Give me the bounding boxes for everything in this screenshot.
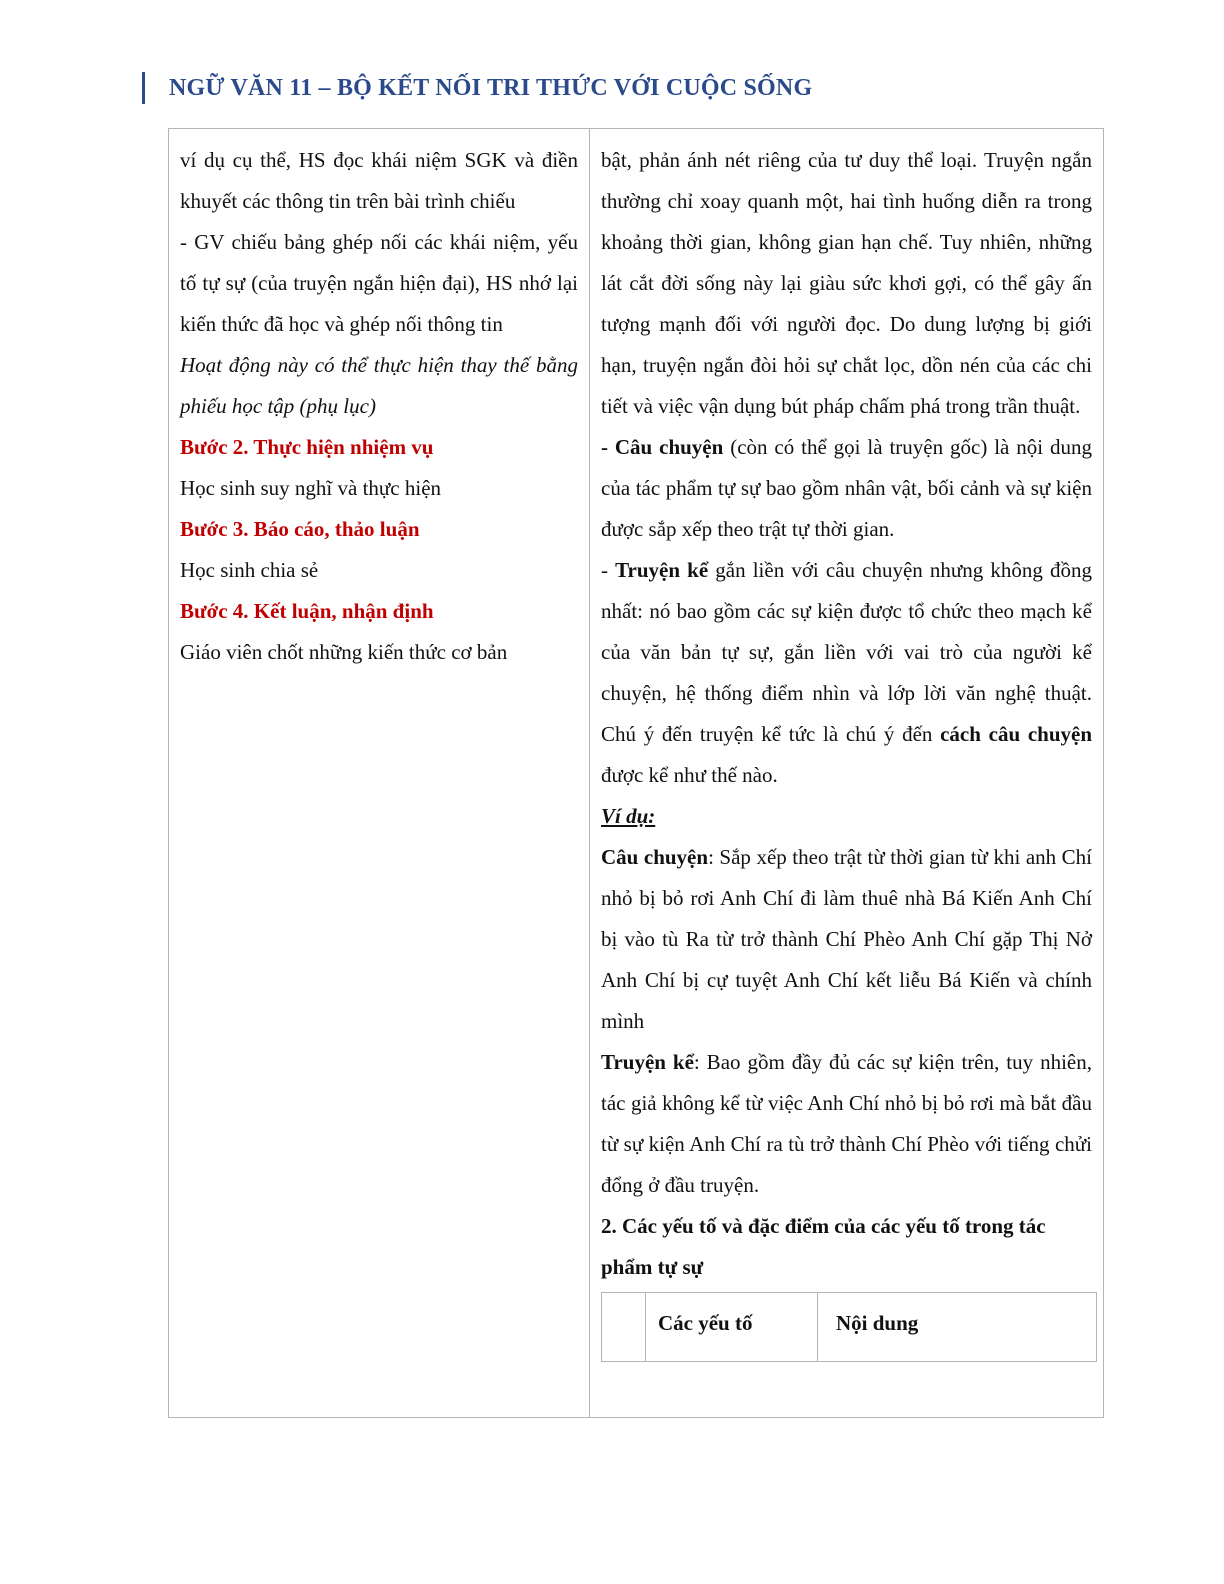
cau-chuyen-paragraph: [601, 427, 1092, 550]
table-header-elements: Các yếu tố: [646, 1293, 818, 1361]
page-title: NGỮ VĂN 11 – BỘ KẾT NỐI TRI THỨC VỚI CUỘC SỐNG: [169, 74, 813, 101]
example-truyen-ke: [601, 1042, 1092, 1206]
step3-text: Học sinh chia sẻ: [180, 558, 319, 582]
example-label: Ví dụ:: [601, 804, 656, 828]
cau-chuyen-text: (còn có thể gọi là truyện gốc) là nội dung của tác phẩm tự sự bao gồm nhân vật, bối cảnh và sự kiện được sắp xếp theo trật tự thời gian.: [601, 435, 1092, 541]
example-cau-chuyen: [601, 837, 1092, 1042]
step2-text: Học sinh suy nghĩ và thực hiện: [180, 476, 442, 500]
section2-title: 2. Các yếu tố và đặc điểm của các yếu tố trong tác phẩm tự sự: [601, 1214, 1046, 1279]
step4-text: Giáo viên chốt những kiến thức cơ bản: [180, 640, 508, 664]
content-column: [590, 129, 1103, 1417]
example-cau-chuyen-term: Câu chuyện: [601, 845, 709, 869]
step3-title: Bước 3. Báo cáo, thảo luận: [180, 517, 420, 541]
cach-cau-chuyen-term: cách câu chuyện: [940, 722, 1093, 746]
table-header-content: Nội dung: [836, 1311, 919, 1335]
lesson-table: [168, 128, 1104, 1418]
cach-cau-chuyen-text: được kể như thế nào.: [601, 763, 778, 787]
step4-title: Bước 4. Kết luận, nhận định: [180, 599, 434, 623]
truyen-ke-paragraph: [601, 550, 1092, 796]
cau-chuyen-term: - Câu chuyện: [601, 435, 724, 459]
example-truyen-ke-term: Truyện kể: [601, 1050, 694, 1074]
teacher-activity-column: [169, 129, 590, 1417]
truyen-ke-term: Truyện kể: [615, 558, 709, 582]
truyen-ke-prefix: -: [601, 558, 616, 582]
intro-text: ví dụ cụ thể, HS đọc khái niệm SGK và điền khuyết các thông tin trên bài trình chiếu: [180, 148, 578, 213]
example-label-line: [601, 796, 1092, 837]
header-accent-bar: [142, 72, 145, 104]
truyen-ke-text: gắn liền với câu chuyện nhưng không đồng nhất: nó bao gồm các sự kiện được tổ chức theo mạch kể của văn bản tự sự, gắn liền với vai trò của người kể chuyện, hệ thống điểm nhìn và lớp lời văn nghệ thuật. Chú ý đến truyện kể tức là chú ý đến: [601, 558, 1092, 746]
example-truyen-ke-text: : Bao gồm đầy đủ các sự kiện trên, tuy nhiên, tác giả không kể từ việc Anh Chí nhỏ bị bỏ rơi mà bắt đầu từ sự kiện Anh Chí ra tù trở thành Chí Phèo với tiếng chửi đổng ở đầu truyện.: [601, 1050, 1092, 1197]
short-story-paragraph: bật, phản ánh nét riêng của tư duy thể loại. Truyện ngắn thường chỉ xoay quanh một, hai tình huống diễn ra trong khoảng thời gian, không gian hạn chế. Tuy nhiên, những lát cắt đời sống này lại giàu sức khơi gợi, có thể gây ấn tượng mạnh đối với người đọc. Do dung lượng bị giới hạn, truyện ngắn đòi hỏi sự chắt lọc, dồn nén của các chi tiết và việc vận dụng bút pháp chấm phá trong trần thuật.: [601, 148, 1092, 418]
gv-task-text: - GV chiếu bảng ghép nối các khái niệm, yếu tố tự sự (của truyện ngắn hiện đại), HS nhớ lại kiến thức đã học và ghép nối thông tin: [180, 230, 578, 336]
step2-title: Bước 2. Thực hiện nhiệm vụ: [180, 435, 434, 459]
elements-table: [601, 1292, 1097, 1362]
example-cau-chuyen-text: : Sắp xếp theo trật từ thời gian từ khi anh Chí nhỏ bị bỏ rơi Anh Chí đi làm thuê nhà Bá Kiến Anh Chí bị vào tù Ra từ trở thành Chí Phèo Anh Chí gặp Thị Nở Anh Chí bị cự tuyệt Anh Chí kết liễu Bá Kiến và chính mình: [601, 845, 1093, 1033]
table-header-index: [602, 1293, 646, 1361]
page-header: [142, 70, 812, 106]
activity-note: Hoạt động này có thể thực hiện thay thế bằng phiếu học tập (phụ lục): [180, 353, 578, 418]
